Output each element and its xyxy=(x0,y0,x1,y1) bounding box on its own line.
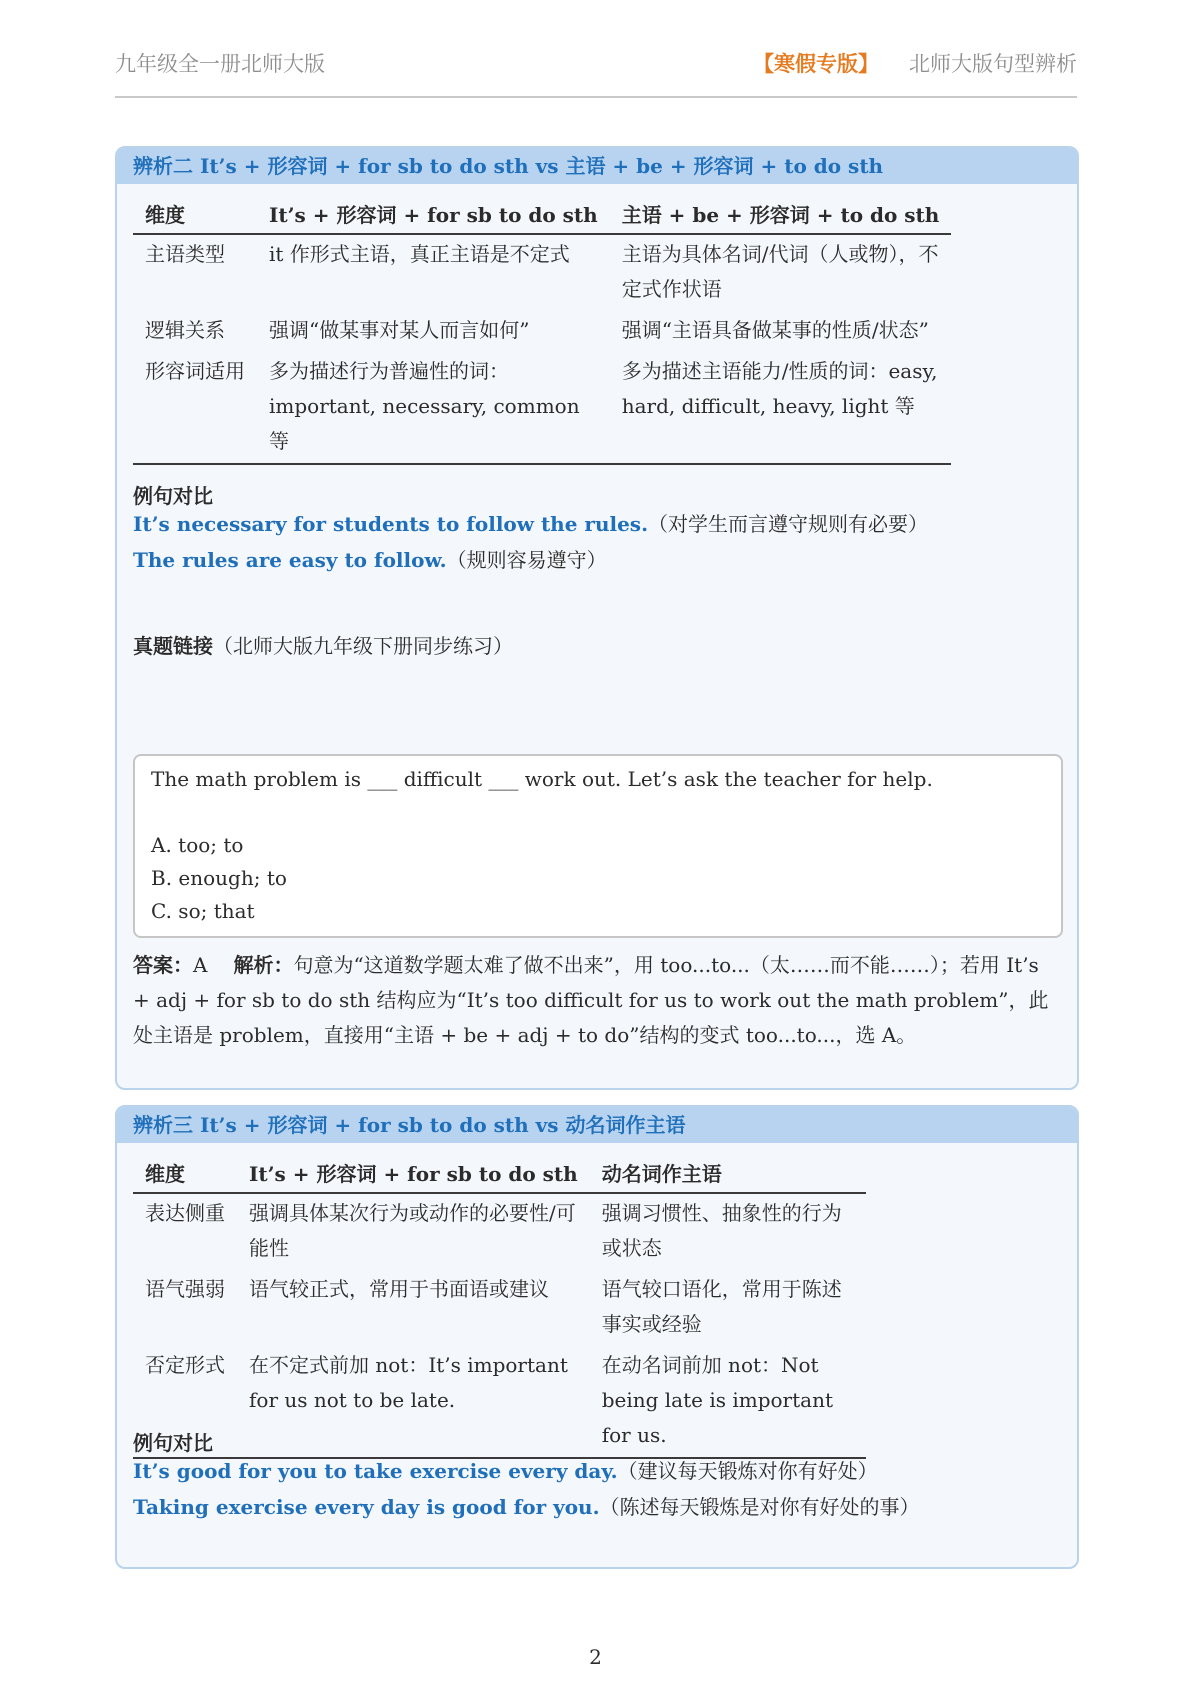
edition-tag: 【寒假专版】 xyxy=(753,51,879,76)
header-right xyxy=(753,48,1077,78)
comparison-table xyxy=(133,1153,866,1459)
table-header: 维度 xyxy=(133,194,257,234)
table-cell: 形容词适用 xyxy=(133,352,257,464)
page-header xyxy=(115,44,1077,98)
table-header: It’s + 形容词 + for sb to do sth xyxy=(257,194,610,234)
examples-label: 例句对比 xyxy=(133,484,213,508)
exam-link-label: 真题链接 xyxy=(133,634,213,658)
table-row xyxy=(133,1346,866,1458)
example-sentences xyxy=(133,1453,920,1525)
answer-label: 答案： xyxy=(133,953,193,977)
example-sentence: Taking exercise every day is good for you.（陈述每天锻炼是对你有好处的事） xyxy=(133,1495,920,1519)
question-box xyxy=(133,754,1063,938)
table-cell: 在不定式前加 not：It’s important for us not to be late. xyxy=(237,1346,590,1458)
table-cell: 表达侧重 xyxy=(145,1201,225,1225)
option-c: C. so; that xyxy=(151,899,255,923)
table-cell: 在动名词前加 not：Not being late is important for us. xyxy=(590,1346,866,1458)
table-header: 动名词作主语 xyxy=(590,1153,866,1193)
table-cell: 否定形式 xyxy=(133,1346,237,1458)
analysis-label: 解析： xyxy=(233,953,294,977)
table-header: It’s + 形容词 + for sb to do sth xyxy=(237,1153,590,1193)
table-cell: 语气较口语化，常用于陈述事实或经验 xyxy=(601,1277,842,1336)
book-title: 九年级全一册北师大版 xyxy=(115,52,325,76)
table-row xyxy=(133,311,951,352)
example-sentence: It’s necessary for students to follow the rules.（对学生而言遵守规则有必要） xyxy=(133,512,929,536)
table-cell: 语气强弱 xyxy=(145,1277,225,1301)
page-number: 2 xyxy=(589,1645,602,1669)
table-cell: it 作形式主语，真正主语是不定式 xyxy=(269,242,570,266)
example-sentences xyxy=(133,506,928,578)
analysis-box-2 xyxy=(115,146,1079,1090)
table-header: 主语 + be + 形容词 + to do sth xyxy=(610,194,952,234)
table-row xyxy=(133,352,951,464)
table-row xyxy=(133,1270,866,1346)
exam-link xyxy=(133,630,513,659)
analysis-box-3 xyxy=(115,1105,1079,1569)
table-cell: 多为描述主语能力/性质的词：easy, hard, difficult, heavy, light 等 xyxy=(610,352,952,464)
table-cell: 强调习惯性、抽象性的行为或状态 xyxy=(601,1201,842,1260)
table-cell: 强调“做某事对某人而言如何” xyxy=(269,318,530,342)
analysis-text: 句意为“这道数学题太难了做不出来”，用 too...to...（太……而不能……）；若用 It’s + adj + for sb to do sth 结构应为“It’s too difficult for us to work out the math problem”，此处主语是 problem，直接用“主语 + be + adj + to do”结构的变式 too...to...，选 A。 xyxy=(133,953,1049,1047)
table-cell: 主语类型 xyxy=(145,242,225,266)
table-cell: 强调具体某次行为或动作的必要性/可能性 xyxy=(249,1201,576,1260)
table-header: 维度 xyxy=(133,1153,237,1193)
question-stem: The math problem is ___ difficult ___ work out. Let’s ask the teacher for help. xyxy=(151,767,933,791)
table-header-row xyxy=(133,194,951,234)
analysis-title: 辨析三 It’s + 形容词 + for sb to do sth vs 动名词作主语 xyxy=(117,1107,1077,1143)
section-name: 北师大版句型辨析 xyxy=(909,52,1077,76)
option-a: A. too; to xyxy=(151,833,244,857)
examples-label: 例句对比 xyxy=(133,1431,213,1455)
analysis-title: 辨析二 It’s + 形容词 + for sb to do sth vs 主语 + be + 形容词 + to do sth xyxy=(117,148,1077,184)
answer-value: A xyxy=(193,953,208,977)
table-cell: 多为描述行为普遍性的词：important, necessary, common 等 xyxy=(257,352,610,464)
table-row xyxy=(133,1193,866,1270)
example-sentence: It’s good for you to take exercise every day.（建议每天锻炼对你有好处） xyxy=(133,1459,878,1483)
table-header-row xyxy=(133,1153,866,1193)
table-cell: 逻辑关系 xyxy=(145,318,225,342)
answer-explanation xyxy=(133,948,1061,1053)
table-cell: 强调“主语具备做某事的性质/状态” xyxy=(621,318,929,342)
comparison-table xyxy=(133,194,951,465)
example-sentence: The rules are easy to follow.（规则容易遵守） xyxy=(133,548,607,572)
option-b: B. enough; to xyxy=(151,866,287,890)
exam-link-source: （北师大版九年级下册同步练习） xyxy=(213,634,513,658)
table-cell: 主语为具体名词/代词（人或物），不定式作状语 xyxy=(621,242,939,301)
table-row xyxy=(133,234,951,311)
table-cell: 语气较正式，常用于书面语或建议 xyxy=(249,1277,549,1301)
